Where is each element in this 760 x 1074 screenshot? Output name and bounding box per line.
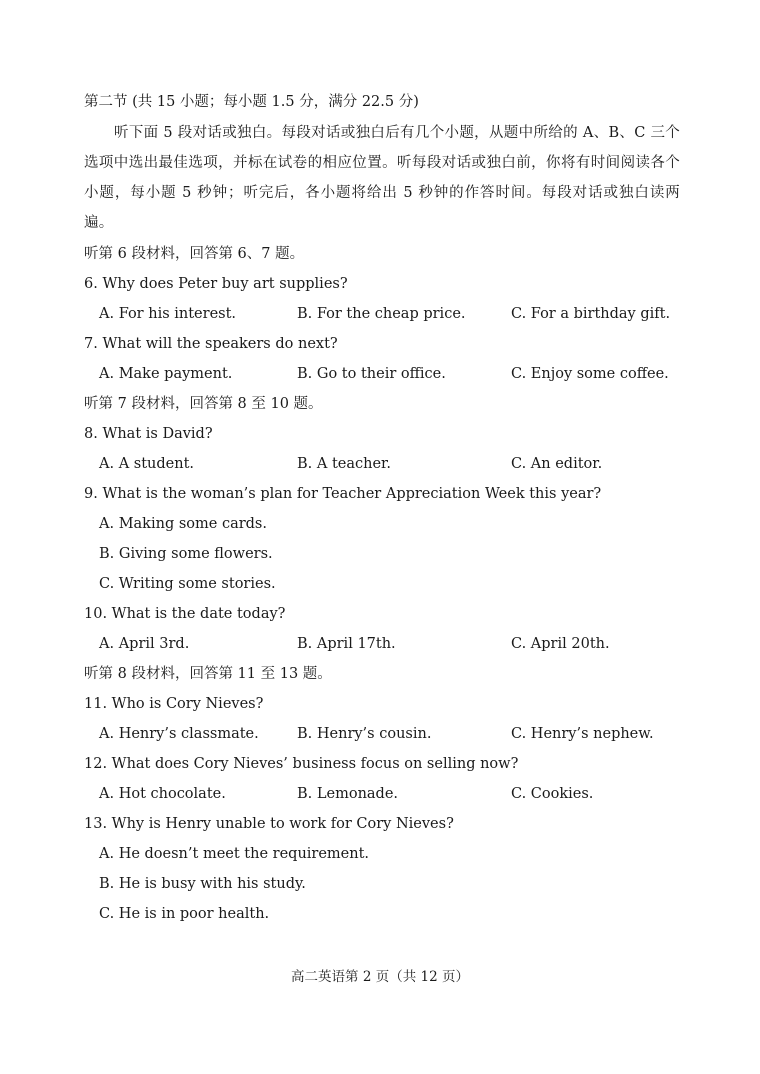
question-9-option-b: B. Giving some flowers. — [99, 546, 273, 562]
section-heading: 第二节 (共 15 小题；每小题 1.5 分，满分 22.5 分) — [84, 94, 419, 110]
question-12-option-b: B. Lemonade. — [297, 786, 399, 802]
question-11-option-c: C. Henry’s nephew. — [511, 726, 654, 742]
question-9-stem: 9. What is the woman’s plan for Teacher Appreciation Week this year? — [84, 486, 602, 502]
question-6-stem: 6. Why does Peter buy art supplies? — [84, 276, 348, 292]
question-11-stem: 11. Who is Cory Nieves? — [84, 696, 264, 712]
question-9-option-a: A. Making some cards. — [99, 516, 267, 532]
question-6-option-b: B. For the cheap price. — [297, 306, 466, 322]
question-7-option-b: B. Go to their office. — [297, 366, 446, 382]
question-7-option-c: C. Enjoy some coffee. — [511, 366, 669, 382]
question-12-stem: 12. What does Cory Nieves’ business focus on selling now? — [84, 756, 519, 772]
question-10-option-c: C. April 20th. — [511, 636, 610, 652]
question-10-stem: 10. What is the date today? — [84, 606, 286, 622]
question-6-option-a: A. For his interest. — [99, 306, 237, 322]
section-instructions: 听下面 5 段对话或独白。每段对话或独白后有几个小题，从题中所给的 A、B、C 三个选项中选出最佳选项，并标在试卷的相应位置。听每段对话或独白前，你将有时间阅读各个小题，每小题 5 秒钟；听完后，各小题将给出 5 秒钟的作答时间。每段对话或独白读两遍。 — [84, 125, 680, 231]
question-13-option-b: B. He is busy with his study. — [99, 876, 306, 892]
question-10-option-b: B. April 17th. — [297, 636, 396, 652]
question-6-option-c: C. For a birthday gift. — [511, 306, 671, 322]
question-13-option-c: C. He is in poor health. — [99, 906, 270, 922]
question-9-option-c: C. Writing some stories. — [99, 576, 276, 592]
question-8-option-b: B. A teacher. — [297, 456, 391, 472]
question-7-stem: 7. What will the speakers do next? — [84, 336, 338, 352]
group-intro-6: 听第 6 段材料，回答第 6、7 题。 — [84, 246, 305, 262]
question-7-option-a: A. Make payment. — [99, 366, 233, 382]
group-intro-7: 听第 7 段材料，回答第 8 至 10 题。 — [84, 396, 323, 412]
group-intro-8: 听第 8 段材料，回答第 11 至 13 题。 — [84, 666, 332, 682]
question-11-option-b: B. Henry’s cousin. — [297, 726, 432, 742]
question-10-option-a: A. April 3rd. — [99, 636, 190, 652]
question-13-option-a: A. He doesn’t meet the requirement. — [99, 846, 370, 862]
question-12-option-c: C. Cookies. — [511, 786, 594, 802]
question-11-option-a: A. Henry’s classmate. — [99, 726, 259, 742]
question-13-stem: 13. Why is Henry unable to work for Cory Nieves? — [84, 816, 454, 832]
page-footer: 高二英语第 2 页（共 12 页） — [291, 969, 469, 985]
question-12-option-a: A. Hot chocolate. — [99, 786, 226, 802]
question-8-option-c: C. An editor. — [511, 456, 603, 472]
question-8-stem: 8. What is David? — [84, 426, 213, 442]
question-8-option-a: A. A student. — [99, 456, 195, 472]
